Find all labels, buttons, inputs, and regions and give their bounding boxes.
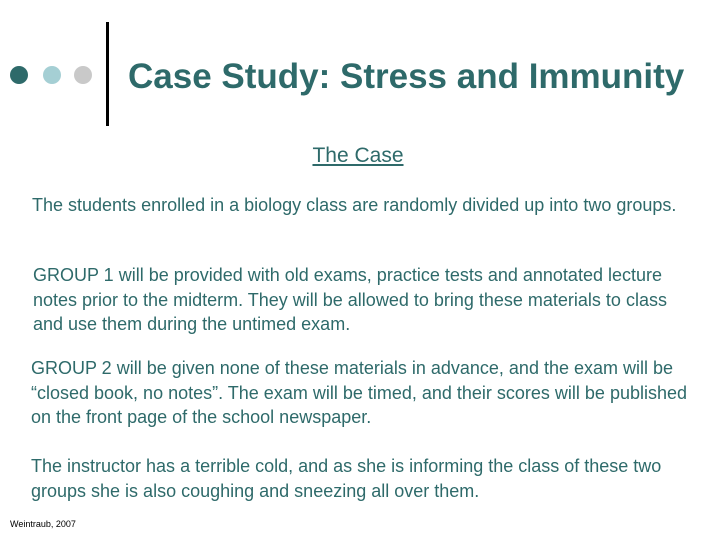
slide-subtitle: The Case (312, 144, 404, 167)
decorative-dots (10, 66, 94, 84)
dark-teal-dot (10, 66, 28, 84)
paragraph-instructor: The instructor has a terrible cold, and as she is informing the class of these two groups she is also coughing and sneezing all over them. (31, 456, 662, 501)
paragraph-intro: The students enrolled in a biology class are randomly divided up into two groups. (32, 195, 677, 215)
footer-citation: Weintraub, 2007 (10, 519, 76, 529)
subtitle-container (0, 144, 720, 168)
gray-dot (74, 66, 92, 84)
slide-title: Case Study: Stress and Immunity (128, 57, 685, 96)
title-divider-line (106, 22, 109, 126)
paragraph-group-1: GROUP 1 will be provided with old exams, practice tests and annotated lecture notes prior to the midterm. They will be allowed to bring these materials to class and use them during the untimed exam. (33, 265, 667, 334)
light-blue-dot (43, 66, 61, 84)
paragraph-group-2: GROUP 2 will be given none of these materials in advance, and the exam will be “closed book, no notes”. The exam will be timed, and their scores will be published on the front page of the school newspaper. (31, 358, 688, 427)
